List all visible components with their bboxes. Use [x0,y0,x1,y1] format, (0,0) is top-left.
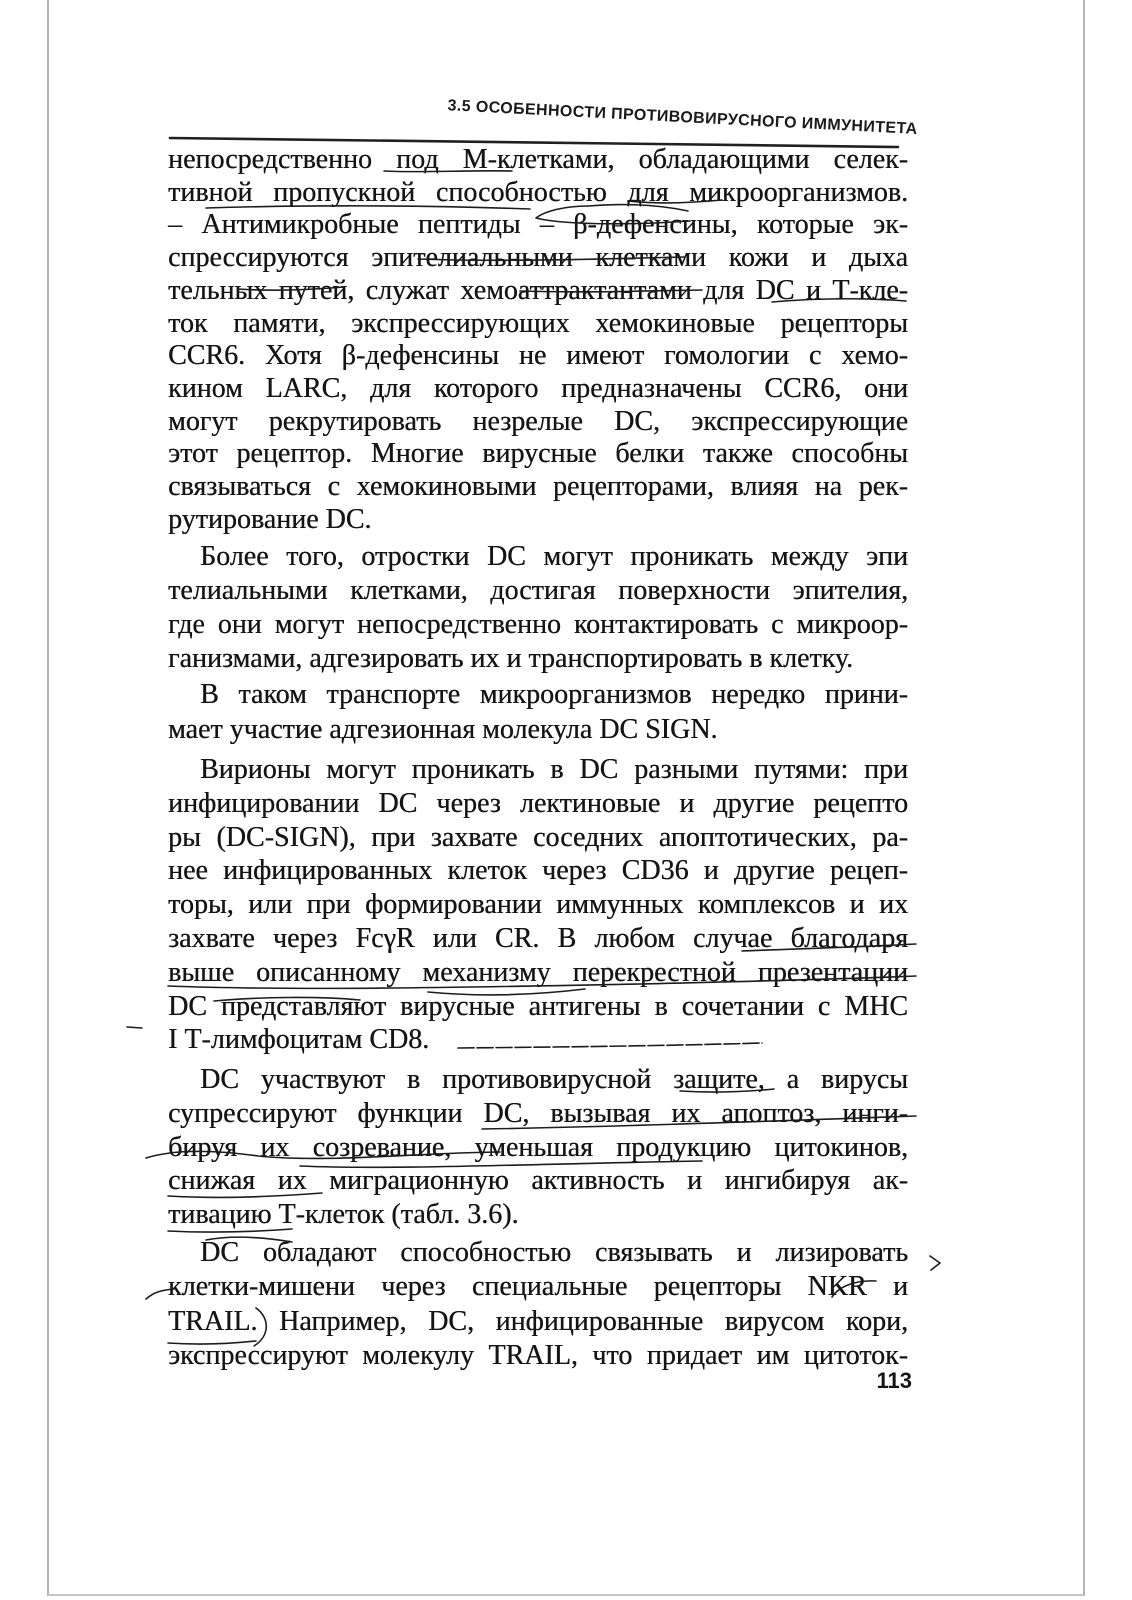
text-line: где они могут непосредственно контактировать с микроор- [168,609,908,640]
text-line: спрессируются эпителиальными клетками кожи и дыха [168,242,908,274]
text-line: тельных путей, служат хемоаттрактантами для DC и Т-кле- [168,274,908,306]
text-line: Вирионы могут проникать в DC разными путями: при [200,754,908,785]
text-line: связываться с хемокиновыми рецепторами, влияя на рек- [168,471,908,503]
text-line: Более того, отростки DC могут проникать между эпи [200,541,908,572]
text-line: клетки-мишени через специальные рецепторы NKR и [168,1271,908,1303]
text-line: тивацию Т-клеток (табл. 3.6). [168,1199,519,1231]
running-header: 3.5 ОСОБЕННОСТИ ПРОТИВОВИРУСНОГО ИММУНИТЕТА [447,97,919,138]
text-line: торы, или при формировании иммунных комплексов и их [168,889,908,921]
text-line: снижая их миграционную активность и ингибируя ак- [168,1165,908,1197]
paragraph [168,677,908,747]
text-line: мает участие адгезионная молекула DC SIGN. [168,714,718,745]
text-line: I Т-лимфоцитам CD8. [168,1024,430,1056]
text-line: непосредственно под М-клетками, обладающими селек- [168,144,908,175]
text-line: тивной пропускной способностью для микроорганизмов. [168,176,908,208]
text-line: TRAIL. Например, DC, инфицированные вирусом кори, [168,1305,908,1337]
text-line: инфицировании DC через лектиновые и другие рецепто [168,787,908,819]
text-line: В таком транспорте микроорганизмов нередко прини- [200,679,908,710]
text-line: нее инфицированных клеток через CD36 и другие рецеп- [168,855,908,887]
text-line: ры (DC-SIGN), при захвате соседних апоптотических, ра- [168,821,908,853]
text-line: экспрессируют молекулу TRAIL, что придает им цитоток- [168,1339,908,1371]
text-line: DC представляют вирусные антигены в сочетании с MHC [168,990,908,1022]
text-line: кином LARC, для которого предназначены CCR6, они [168,372,908,404]
paragraph [168,1236,908,1373]
text-line: ганизмами, адгезировать их и транспортировать в клетку. [168,643,854,674]
text-line: могут рекрутировать незрелые DC, экспрессирующие [168,405,908,437]
page-number: 113 [876,1368,912,1393]
text-line: DC обладают способностью связывать и лизировать [200,1237,908,1268]
text-line: этот рецептор. Многие вирусные белки также способны [168,438,908,470]
paragraph [168,1063,908,1232]
text-line: телиальными клетками, достигая поверхности эпителия, [168,575,908,606]
text-line: рутирование DC. [168,503,372,535]
text-line: ток памяти, экспрессирующих хемокиновые рецепторы [168,307,908,339]
paragraph [168,540,908,676]
text-line: захвате через FcγR или CR. В любом случае благодаря [168,922,908,954]
text-line: бируя их созревание, уменьшая продукцию цитокинов, [168,1131,908,1163]
text-line: DC участвуют в противовирусной защите, а вирусы [200,1064,908,1095]
text-line: CCR6. Хотя β-дефенсины не имеют гомологии с хемо- [168,340,908,372]
text-line: супрессируют функции DC, вызывая их апоптоз, инги- [168,1097,908,1129]
text-line: выше описанному механизму перекрестной презентации [168,956,908,988]
paragraph [168,144,908,536]
paragraph [168,753,908,1057]
text-line: – Антимикробные пептиды – β-дефенсины, которые эк- [168,209,908,241]
